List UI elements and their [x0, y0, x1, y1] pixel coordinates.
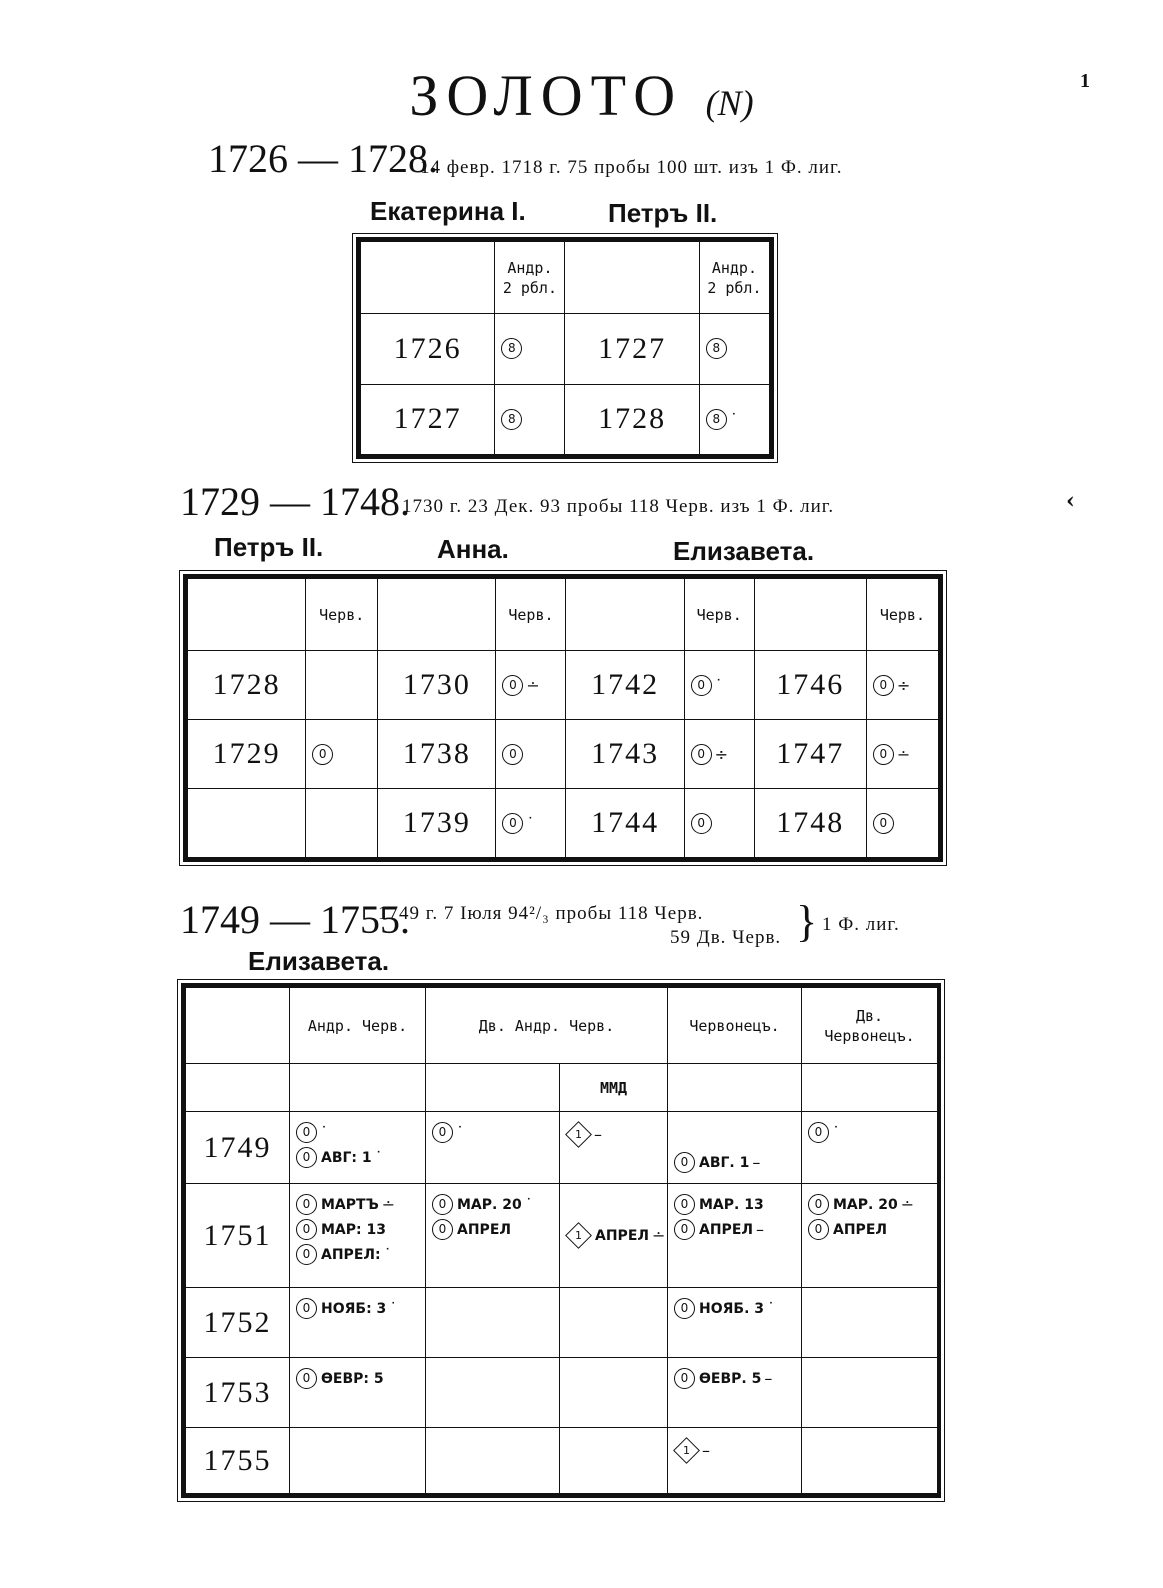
date-label: АВГ: 1	[321, 1149, 372, 1166]
empty-cell	[560, 1428, 668, 1494]
decree-1718: 14 февр. 1718 г. 75 пробы 100 шт. изъ 1 Ф. лиг.	[420, 157, 843, 178]
year-cell: 1739	[378, 789, 496, 858]
year-cell: 1753	[186, 1358, 290, 1428]
mark-cell	[496, 720, 566, 789]
stray-mark: ‹	[1066, 488, 1075, 514]
subheader-blank	[290, 1064, 426, 1112]
coin-mark: 0	[873, 675, 894, 696]
header-blank	[378, 579, 496, 651]
coin-mark: 0	[432, 1219, 453, 1240]
coin-mark: 0	[432, 1122, 453, 1143]
year-cell: 1748	[754, 789, 866, 858]
mark-cell: 0 АВГ. 1 –	[668, 1112, 802, 1184]
empty-cell	[426, 1428, 560, 1494]
mark-cell	[866, 720, 938, 789]
coin-mark: 0	[502, 744, 523, 765]
mark-cell	[684, 720, 754, 789]
header-blank	[188, 579, 306, 651]
empty-cell	[306, 789, 378, 858]
mark-cell: 0 НОЯБ: 3 ˙	[290, 1288, 426, 1358]
date-label: АПРЕЛ	[595, 1227, 650, 1244]
empty-cell	[560, 1358, 668, 1428]
date-label: МАР. 20	[457, 1196, 522, 1213]
coin-mark: 0	[873, 744, 894, 765]
dot-mark: ˙	[729, 409, 738, 429]
coin-mark: 0	[296, 1298, 317, 1319]
mark-cell	[699, 384, 769, 455]
mark-cell: 0 ˙	[426, 1112, 560, 1184]
coin-mark: 0	[296, 1194, 317, 1215]
brace: }	[796, 897, 818, 946]
empty-cell	[290, 1428, 426, 1494]
coin-mark: 8	[706, 409, 727, 430]
date-label: НОЯБ. 3	[699, 1300, 765, 1317]
header-cherv: Черв.	[496, 579, 566, 651]
mark-cell: 0 МАРТЪ ∸ 0 МАР: 13 0 АПРЕЛ: ˙	[290, 1184, 426, 1288]
header-blank	[566, 579, 684, 651]
date-label: АПРЕЛ	[457, 1221, 512, 1238]
mark-cell: 0 МАР. 13 0 АПРЕЛ –	[668, 1184, 802, 1288]
mark-cell: 0 ˙	[802, 1112, 938, 1184]
coin-mark: 0	[674, 1298, 695, 1319]
div-mark: ÷	[714, 744, 729, 764]
date-label: МАР. 13	[699, 1196, 764, 1213]
decree-1749-line2: 59 Дв. Черв.	[670, 927, 782, 948]
page-number: 1	[1080, 70, 1090, 92]
date-label: НОЯБ: 3	[321, 1300, 387, 1317]
mark-cell	[496, 789, 566, 858]
ruler-petr-2: Петръ II.	[608, 198, 718, 228]
mark-cell	[495, 384, 565, 455]
year-cell: 1749	[186, 1112, 290, 1184]
year-cell: 1746	[754, 651, 866, 720]
ruler-ekaterina: Екатерина I.	[370, 196, 526, 226]
coin-mark: 0	[691, 813, 712, 834]
header-blank	[565, 242, 699, 314]
coin-mark: 0	[432, 1194, 453, 1215]
table-1749-1755	[181, 983, 941, 1498]
empty-cell	[802, 1358, 938, 1428]
coin-mark: 0	[502, 675, 523, 696]
header-dv-andr-cherv: Дв. Андр. Черв.	[426, 988, 668, 1064]
mark-cell: 0 ˙ 0 АВГ: 1 ˙	[290, 1112, 426, 1184]
mark-cell: 0 МАР. 20 ˙ 0 АПРЕЛ	[426, 1184, 560, 1288]
coin-mark: 8	[706, 338, 727, 359]
header-cherv: Черв.	[684, 579, 754, 651]
year-cell: 1730	[378, 651, 496, 720]
coin-mark: 0	[296, 1122, 317, 1143]
date-label: МАР: 13	[321, 1221, 386, 1238]
subheader-blank	[802, 1064, 938, 1112]
year-cell: 1755	[186, 1428, 290, 1494]
ruler-petr-2: Петръ II.	[214, 532, 324, 562]
mark-cell: 1 –	[668, 1428, 802, 1494]
coin-mark: 0	[674, 1152, 695, 1173]
header-cherv: Черв.	[306, 579, 378, 651]
year-cell: 1738	[378, 720, 496, 789]
empty-cell	[426, 1288, 560, 1358]
mark-cell	[866, 789, 938, 858]
year-cell: 1743	[566, 720, 684, 789]
header-cherv: Черв.	[866, 579, 938, 651]
diamond-mark: 1	[565, 1222, 592, 1249]
coin-mark: 0	[674, 1219, 695, 1240]
mark-cell: 0 МАР. 20 ∸ 0 АПРЕЛ	[802, 1184, 938, 1288]
year-cell: 1752	[186, 1288, 290, 1358]
header-blank	[186, 988, 290, 1064]
year-cell: 1729	[188, 720, 306, 789]
header-andr-2rbl: Андр. 2 рбл.	[699, 242, 769, 314]
empty-cell	[802, 1428, 938, 1494]
mark-cell	[496, 651, 566, 720]
date-label: МАРТЪ	[321, 1196, 379, 1213]
year-cell: 1728	[565, 384, 699, 455]
empty-cell	[560, 1288, 668, 1358]
date-label: АВГ. 1	[699, 1154, 750, 1171]
header-blank	[361, 242, 495, 314]
year-cell: 1744	[566, 789, 684, 858]
mark-cell	[684, 789, 754, 858]
diamond-mark: 1	[673, 1437, 700, 1464]
mark-cell: 1 АПРЕЛ ∸	[560, 1184, 668, 1288]
date-label: МАР. 20	[833, 1196, 898, 1213]
coin-mark: 0	[296, 1219, 317, 1240]
coin-mark: 8	[501, 338, 522, 359]
mark-cell	[306, 651, 378, 720]
coin-mark: 0	[808, 1219, 829, 1240]
mark-cell	[699, 314, 769, 385]
ruler-elizaveta: Елизавета.	[248, 946, 390, 976]
mark-cell: 0 ѲЕВР. 5 –	[668, 1358, 802, 1428]
period-1726-1728: 1726 — 1728.	[208, 136, 438, 181]
decree-1730: 1730 г. 23 Дек. 93 пробы 118 Черв. изъ 1 Ф. лиг.	[402, 496, 835, 517]
coin-mark: 0	[502, 813, 523, 834]
dash-mark: ∸	[896, 744, 911, 764]
period-1749-1755: 1749 — 1755.	[180, 897, 410, 942]
year-cell: 1727	[565, 314, 699, 385]
coin-mark: 0	[674, 1368, 695, 1389]
year-cell: 1726	[361, 314, 495, 385]
mark-cell	[866, 651, 938, 720]
mark-cell	[306, 720, 378, 789]
title-symbol: (N)	[705, 83, 754, 123]
year-cell: 1747	[754, 720, 866, 789]
dash-mark: ∸	[526, 675, 540, 695]
coin-mark: 0	[873, 813, 894, 834]
year-cell: 1742	[566, 651, 684, 720]
subheader-blank	[426, 1064, 560, 1112]
mark-cell: 1 –	[560, 1112, 668, 1184]
mark-cell	[495, 314, 565, 385]
empty-cell	[802, 1288, 938, 1358]
coin-mark: 8	[501, 409, 522, 430]
coin-mark: 0	[691, 675, 712, 696]
header-andr-2rbl: Андр. 2 рбл.	[495, 242, 565, 314]
mark-cell	[290, 1358, 426, 1428]
coin-mark: 0	[312, 744, 333, 765]
year-cell: 1728	[188, 651, 306, 720]
mark-cell	[684, 651, 754, 720]
diamond-mark: 1	[565, 1121, 592, 1148]
date-label: АПРЕЛ	[833, 1221, 888, 1238]
div-mark: ÷	[896, 675, 911, 695]
subheader-mmd: ММД	[560, 1064, 668, 1112]
date-label: АПРЕЛ	[699, 1221, 754, 1238]
ruler-anna: Анна.	[437, 534, 509, 564]
coin-mark: 0	[674, 1194, 695, 1215]
coin-mark: 0	[296, 1147, 317, 1168]
header-blank	[754, 579, 866, 651]
subheader-blank	[668, 1064, 802, 1112]
decree-1749-line3: 1 Ф. лиг.	[822, 914, 900, 935]
empty-cell	[188, 789, 306, 858]
mark-cell: 0 НОЯБ. 3 ˙	[668, 1288, 802, 1358]
coin-mark: 0	[296, 1368, 317, 1389]
title-text: ЗОЛОТО	[409, 63, 684, 128]
period-1729-1748: 1729 — 1748.	[180, 479, 410, 524]
date-label: ѲЕВР. 5	[699, 1370, 762, 1387]
year-cell: 1727	[361, 384, 495, 455]
table-1726-1728	[356, 237, 774, 459]
date-label: ѲЕВР: 5	[321, 1370, 384, 1387]
dot-mark: ˙	[714, 675, 723, 695]
page-title	[0, 62, 1163, 129]
dot-mark: ˙	[526, 813, 535, 833]
decree-1749-line1: 1749 г. 7 Іюля 94²/₃ пробы 118 Черв.	[378, 903, 704, 924]
header-andr-cherv: Андр. Черв.	[290, 988, 426, 1064]
subheader-blank	[186, 1064, 290, 1112]
header-chervonets: Червонецъ.	[668, 988, 802, 1064]
ruler-elizaveta: Елизавета.	[673, 536, 815, 566]
coin-mark: 0	[808, 1122, 829, 1143]
year-cell: 1751	[186, 1184, 290, 1288]
empty-cell	[426, 1358, 560, 1428]
coin-mark: 0	[296, 1244, 317, 1265]
coin-mark: 0	[691, 744, 712, 765]
date-label: АПРЕЛ:	[321, 1246, 381, 1263]
table-1729-1748	[183, 574, 943, 862]
header-dv-chervonets: Дв. Червонецъ.	[802, 988, 938, 1064]
coin-mark: 0	[808, 1194, 829, 1215]
